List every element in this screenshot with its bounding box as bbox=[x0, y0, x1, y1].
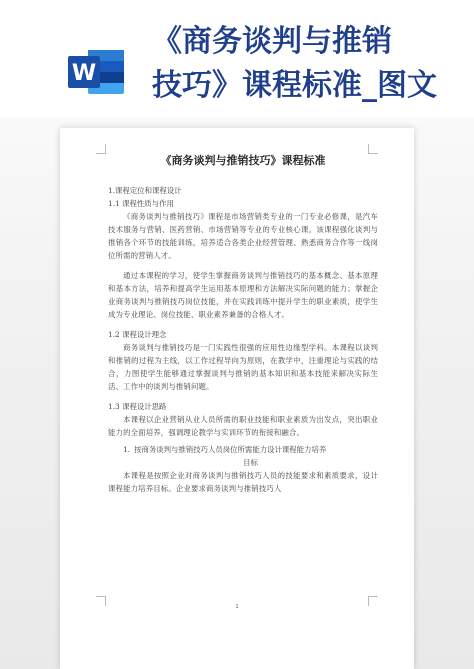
item-text: 按商务谈判与推销技巧人员岗位所需能力设计课程能力培养 bbox=[134, 445, 327, 454]
item-text-continued: 目标 bbox=[243, 458, 258, 467]
banner-title-line2: 技巧》课程标准_图文 bbox=[152, 68, 437, 103]
paragraph: 《商务谈判与推销技巧》课程是市场营销类专业的一门专业必修课，是汽车技术服务与营销、医药营销、市场营销等专业的专业核心课。该课程强化谈判与推销各个环节的技能训练，培养适合各类企业经营管理、熟悉商务合作等一线岗位所需的营销人才。 bbox=[108, 212, 378, 260]
word-logo-letter: W bbox=[71, 61, 97, 86]
section-heading: 1.课程定位和课程设计 bbox=[108, 186, 182, 195]
numbered-item bbox=[108, 443, 378, 469]
word-document-icon bbox=[66, 44, 126, 100]
document-page bbox=[60, 128, 414, 669]
item-number: 1. bbox=[123, 445, 131, 454]
document-title: 《商务谈判与推销技巧》课程标准 bbox=[160, 154, 326, 167]
subsection-heading: 1.1 课程性质与作用 bbox=[108, 199, 174, 208]
paragraph: 本课程以企业营销从业人员所需的职业技能和职业素质为出发点，突出职业能力的全面培养，强调理论教学与实训环节的衔接和融合。 bbox=[108, 415, 378, 437]
preview-banner bbox=[0, 0, 474, 118]
paragraph: 通过本课程的学习，使学生掌握商务谈判与推销技巧的基本概念、基本原理和基本方法，培养和提高学生运用基本原理和方法解决实际问题的能力；掌握企业商务谈判与推销技巧岗位技能，并在实践训练中提升学生的职业素质，使学生成为专业理论、岗位技能、职业素养兼备的合格人才。 bbox=[108, 271, 378, 319]
page-corner-mark bbox=[96, 144, 106, 154]
page-number: 1 bbox=[235, 604, 239, 610]
document-content bbox=[108, 152, 378, 499]
banner-title bbox=[152, 20, 468, 108]
banner-title-line1: 《商务谈判与推销 bbox=[152, 24, 392, 59]
paragraph: 商务谈判与推销技巧是一门实践性很强的应用性边缘型学科。本课程以谈判和推销的过程为主线，以工作过程导向为原则，在教学中，注重理论与实践的结合，力图使学生能够通过掌握谈判与推销的基本知识和基本技能来解决实际生活、工作中的谈判与推销问题。 bbox=[108, 343, 378, 391]
paragraph: 本课程是按照企业对商务谈判与推销技巧人员的技能要求和素质要求，设计课程能力培养目标。企业要求商务谈判与推销技巧人 bbox=[108, 471, 378, 493]
subsection-heading: 1.2 课程设计理念 bbox=[108, 330, 167, 339]
subsection-heading: 1.3 课程设计思路 bbox=[108, 402, 167, 411]
